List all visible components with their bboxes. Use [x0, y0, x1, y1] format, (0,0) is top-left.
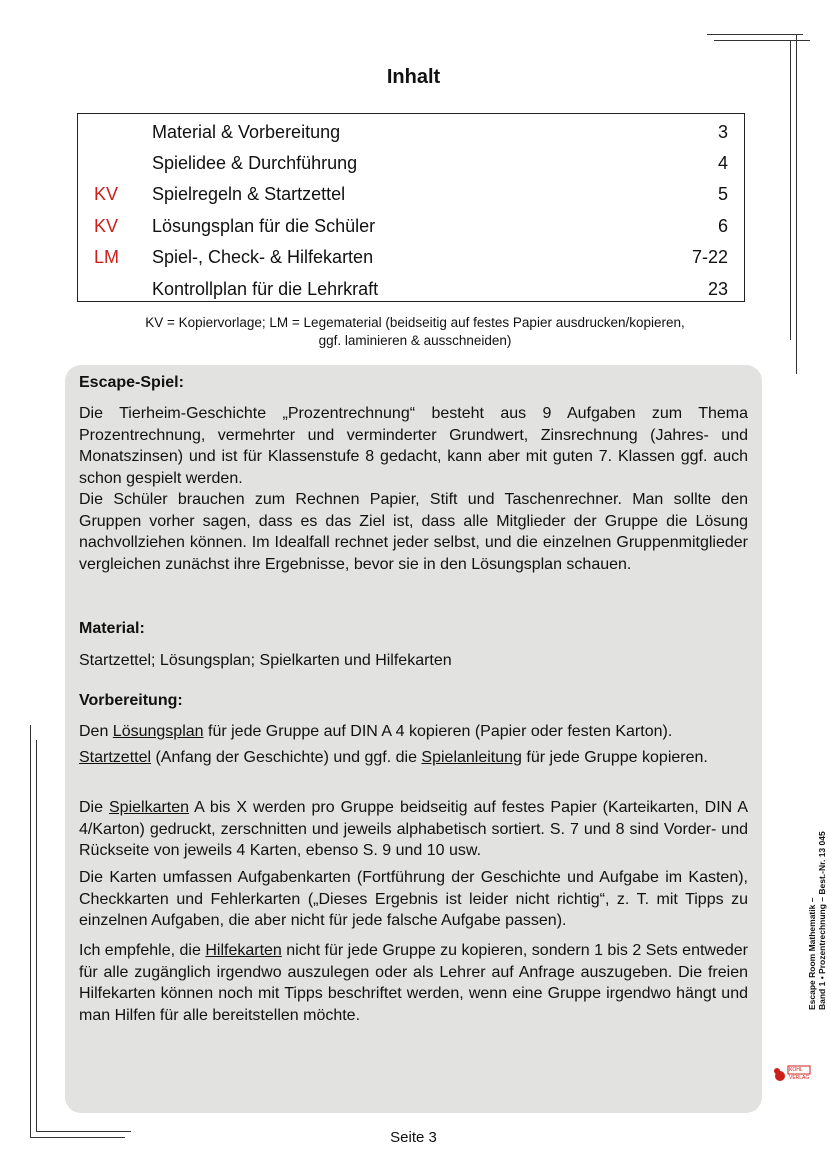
- toc-row: [78, 182, 744, 206]
- page-number: Seite 3: [390, 1129, 437, 1146]
- vorbereitung-paragraph-2: [79, 747, 748, 769]
- vorbereitung-paragraph-1: [79, 721, 748, 743]
- vorbereitung-paragraph-5: [79, 940, 748, 1026]
- side-line-1: Escape Room Mathematik –: [807, 897, 817, 1010]
- material-text: Startzettel; Lösungsplan; Spielkarten und Hilfekarten: [79, 652, 452, 669]
- text-span: Den: [79, 723, 113, 740]
- underlined-term: Spielanleitung: [421, 749, 522, 766]
- text-span: (Anfang der Geschichte) und ggf. die: [151, 749, 422, 766]
- frame-line-top-right: [707, 34, 803, 35]
- toc-page: 7-22: [691, 247, 728, 267]
- toc-page: 3: [717, 122, 728, 142]
- toc-row: [78, 277, 744, 301]
- toc-row: [78, 120, 744, 144]
- vorbereitung-paragraph-3: [79, 797, 748, 862]
- text-span: Die: [79, 799, 109, 816]
- frame-line-left-vertical-inner: [36, 740, 37, 1132]
- frame-line-left-vertical: [30, 725, 31, 1138]
- escape-paragraph-2: Die Schüler brauchen zum Rechnen Papier, Stift und Taschenrechner. Man sollte den Gruppen vorher sagen, dass es das Ziel ist, dass alle Mitglieder der Gruppe die Lösung nachvollziehen können. Im Idealfall rechnet jeder selbst, und die einzelnen Gruppenmitglieder vergleichen zunächst ihre Ergebnisse, bevor sie in den Lösungsplan schauen.: [79, 491, 748, 573]
- underlined-term: Startzettel: [79, 749, 152, 766]
- toc-label: Spielregeln & Startzettel: [152, 184, 346, 204]
- underlined-term: Hilfekarten: [205, 942, 282, 959]
- escape-heading: Escape-Spiel:: [79, 374, 184, 391]
- logo-text: KOHL VERLAG: [789, 1067, 810, 1081]
- underlined-term: Spielkarten: [109, 799, 190, 816]
- vorbereitung-paragraph-4: Die Karten umfassen Aufgabenkarten (Fortführung der Geschichte und Aufgabe im Kasten), Checkkarten und Fehlerkarten („Dieses Ergebnis ist leider nicht richtig“, z. T. mit Tipps zu einzelnen Aufgaben, die aber nicht für jede falsche Aufgabe passen).: [79, 869, 748, 929]
- text-span: Ich empfehle, die: [79, 942, 206, 959]
- legend-note-line1: KV = Kopiervorlage; LM = Legematerial (beidseitig auf festes Papier ausdrucken/kopieren,: [145, 315, 685, 330]
- material-heading: Material:: [79, 620, 145, 637]
- text-span: für jede Gruppe kopieren.: [521, 749, 708, 766]
- toc-row: [78, 151, 744, 175]
- publisher-logo: [772, 1058, 812, 1088]
- page-title: Inhalt: [386, 66, 441, 88]
- toc-row: [78, 245, 744, 269]
- toc-code: KV: [94, 216, 119, 236]
- toc-page: 4: [717, 153, 728, 173]
- toc-page: 6: [717, 216, 728, 236]
- underlined-term: Lösungsplan: [112, 723, 204, 740]
- side-publisher-text: [807, 831, 827, 1010]
- text-span: A bis X werden pro Gruppe beidseitig auf festes Papier (Karteikarten, DIN A 4/Karton) gedruckt, zerschnitten und jeweils alphabetisch sortiert. S. 7 und 8 sind Vorder- und Rückseite von jeweils 4 Karten, ebenso S. 9 und 10 usw.: [79, 799, 749, 859]
- vorbereitung-heading: Vorbereitung:: [79, 692, 183, 709]
- escape-paragraph-1: Die Tierheim-Geschichte „Prozentrechnung“ besteht aus 9 Aufgaben zum Thema Prozentrechnung, vermehrter und verminderter Grundwert, Zinsrechnung (Jahres- und Monatszinsen) und ist für Klassenstufe 8 gedacht, kann aber mit guten 7. Klassen ggf. auch schon gespielt werden.: [79, 405, 748, 487]
- toc-row: [78, 214, 744, 238]
- toc-table: [77, 113, 745, 302]
- toc-label: Material & Vorbereitung: [152, 122, 341, 142]
- legend-note: [90, 314, 740, 350]
- toc-code: KV: [94, 184, 119, 204]
- toc-label: Spielidee & Durchführung: [152, 153, 358, 173]
- text-span: für jede Gruppe auf DIN A 4 kopieren (Papier oder festen Karton).: [203, 723, 673, 740]
- toc-code: LM: [94, 247, 120, 267]
- toc-label: Lösungsplan für die Schüler: [152, 216, 376, 236]
- side-line-2: Band 1 • Prozentrechnung – Best.-Nr. 13 045: [817, 831, 827, 1010]
- legend-note-line2: ggf. laminieren & ausschneiden): [318, 333, 512, 348]
- toc-page: 5: [717, 184, 728, 204]
- text-span: nicht für jede Gruppe zu kopieren, sondern 1 bis 2 Sets entweder für alle zugänglich irgendwo auszulegen oder als Lehrer auf Anfrage auszugeben. Die freien Hilfekarten können noch mit Tipps beschriftet werden, wenn eine Gruppe irgendwo hängt und man Hilfen für alle bereitstellen möchte.: [79, 942, 748, 1024]
- toc-page: 23: [707, 279, 728, 299]
- toc-label: Spiel-, Check- & Hilfekarten: [152, 247, 374, 267]
- toc-label: Kontrollplan für die Lehrkraft: [152, 279, 379, 299]
